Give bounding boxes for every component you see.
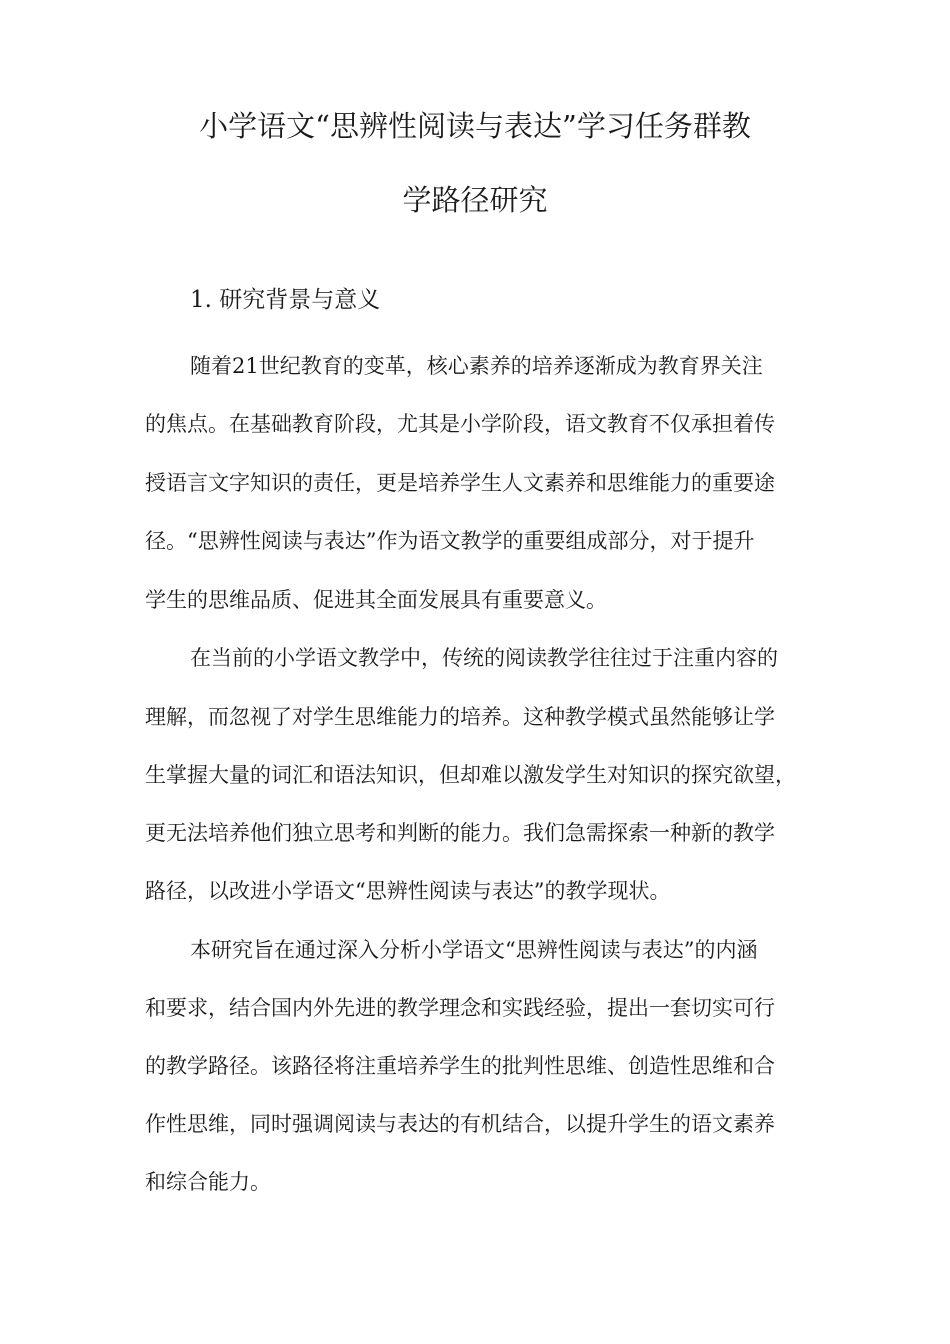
paragraph-2-line-5: 路径，以改进小学语文“思辨性阅读与表达”的教学现状。	[145, 879, 671, 903]
paragraph-3-line-2: 和要求，结合国内外先进的教学理念和实践经验，提出一套切实可行	[145, 996, 775, 1020]
document-title-line-2: 学路径研究	[402, 183, 548, 217]
paragraph-2-line-1: 在当前的小学语文教学中，传统的阅读教学往往过于注重内容的	[190, 646, 778, 670]
paragraph-3-line-3: 的教学路径。该路径将注重培养学生的批判性思维、创造性思维和合	[145, 1054, 775, 1078]
paragraph-2-line-2: 理解，而忽视了对学生思维能力的培养。这种教学模式虽然能够让学	[145, 705, 775, 729]
paragraph-1-line-3: 授语言文字知识的责任，更是培养学生人文素养和思维能力的重要途	[145, 471, 775, 495]
paragraph-1-line-2: 的焦点。在基础教育阶段，尤其是小学阶段，语文教育不仅承担着传	[145, 412, 775, 436]
paragraph-2-line-3: 生掌握大量的词汇和语法知识，但却难以激发学生对知识的探究欲望，	[145, 763, 796, 787]
document-title-line-1: 小学语文“思辨性阅读与表达”学习任务群教	[199, 109, 751, 143]
paragraph-1-line-1: 随着21世纪教育的变革，核心素养的培养逐渐成为教育界关注	[190, 354, 763, 378]
section-heading: 1. 研究背景与意义	[190, 287, 381, 313]
paragraph-1-line-5: 学生的思维品质、促进其全面发展具有重要意义。	[145, 588, 607, 612]
paragraph-3-line-4: 作性思维，同时强调阅读与表达的有机结合，以提升学生的语文素养	[145, 1112, 775, 1136]
paragraph-2-line-4: 更无法培养他们独立思考和判断的能力。我们急需探索一种新的教学	[145, 821, 775, 845]
paragraph-3-line-5: 和综合能力。	[145, 1170, 271, 1194]
paragraph-3-line-1: 本研究旨在通过深入分析小学语文“思辨性阅读与表达”的内涵	[190, 938, 758, 962]
paragraph-1-line-4: 径。“思辨性阅读与表达”作为语文教学的重要组成部分，对于提升	[145, 529, 755, 553]
